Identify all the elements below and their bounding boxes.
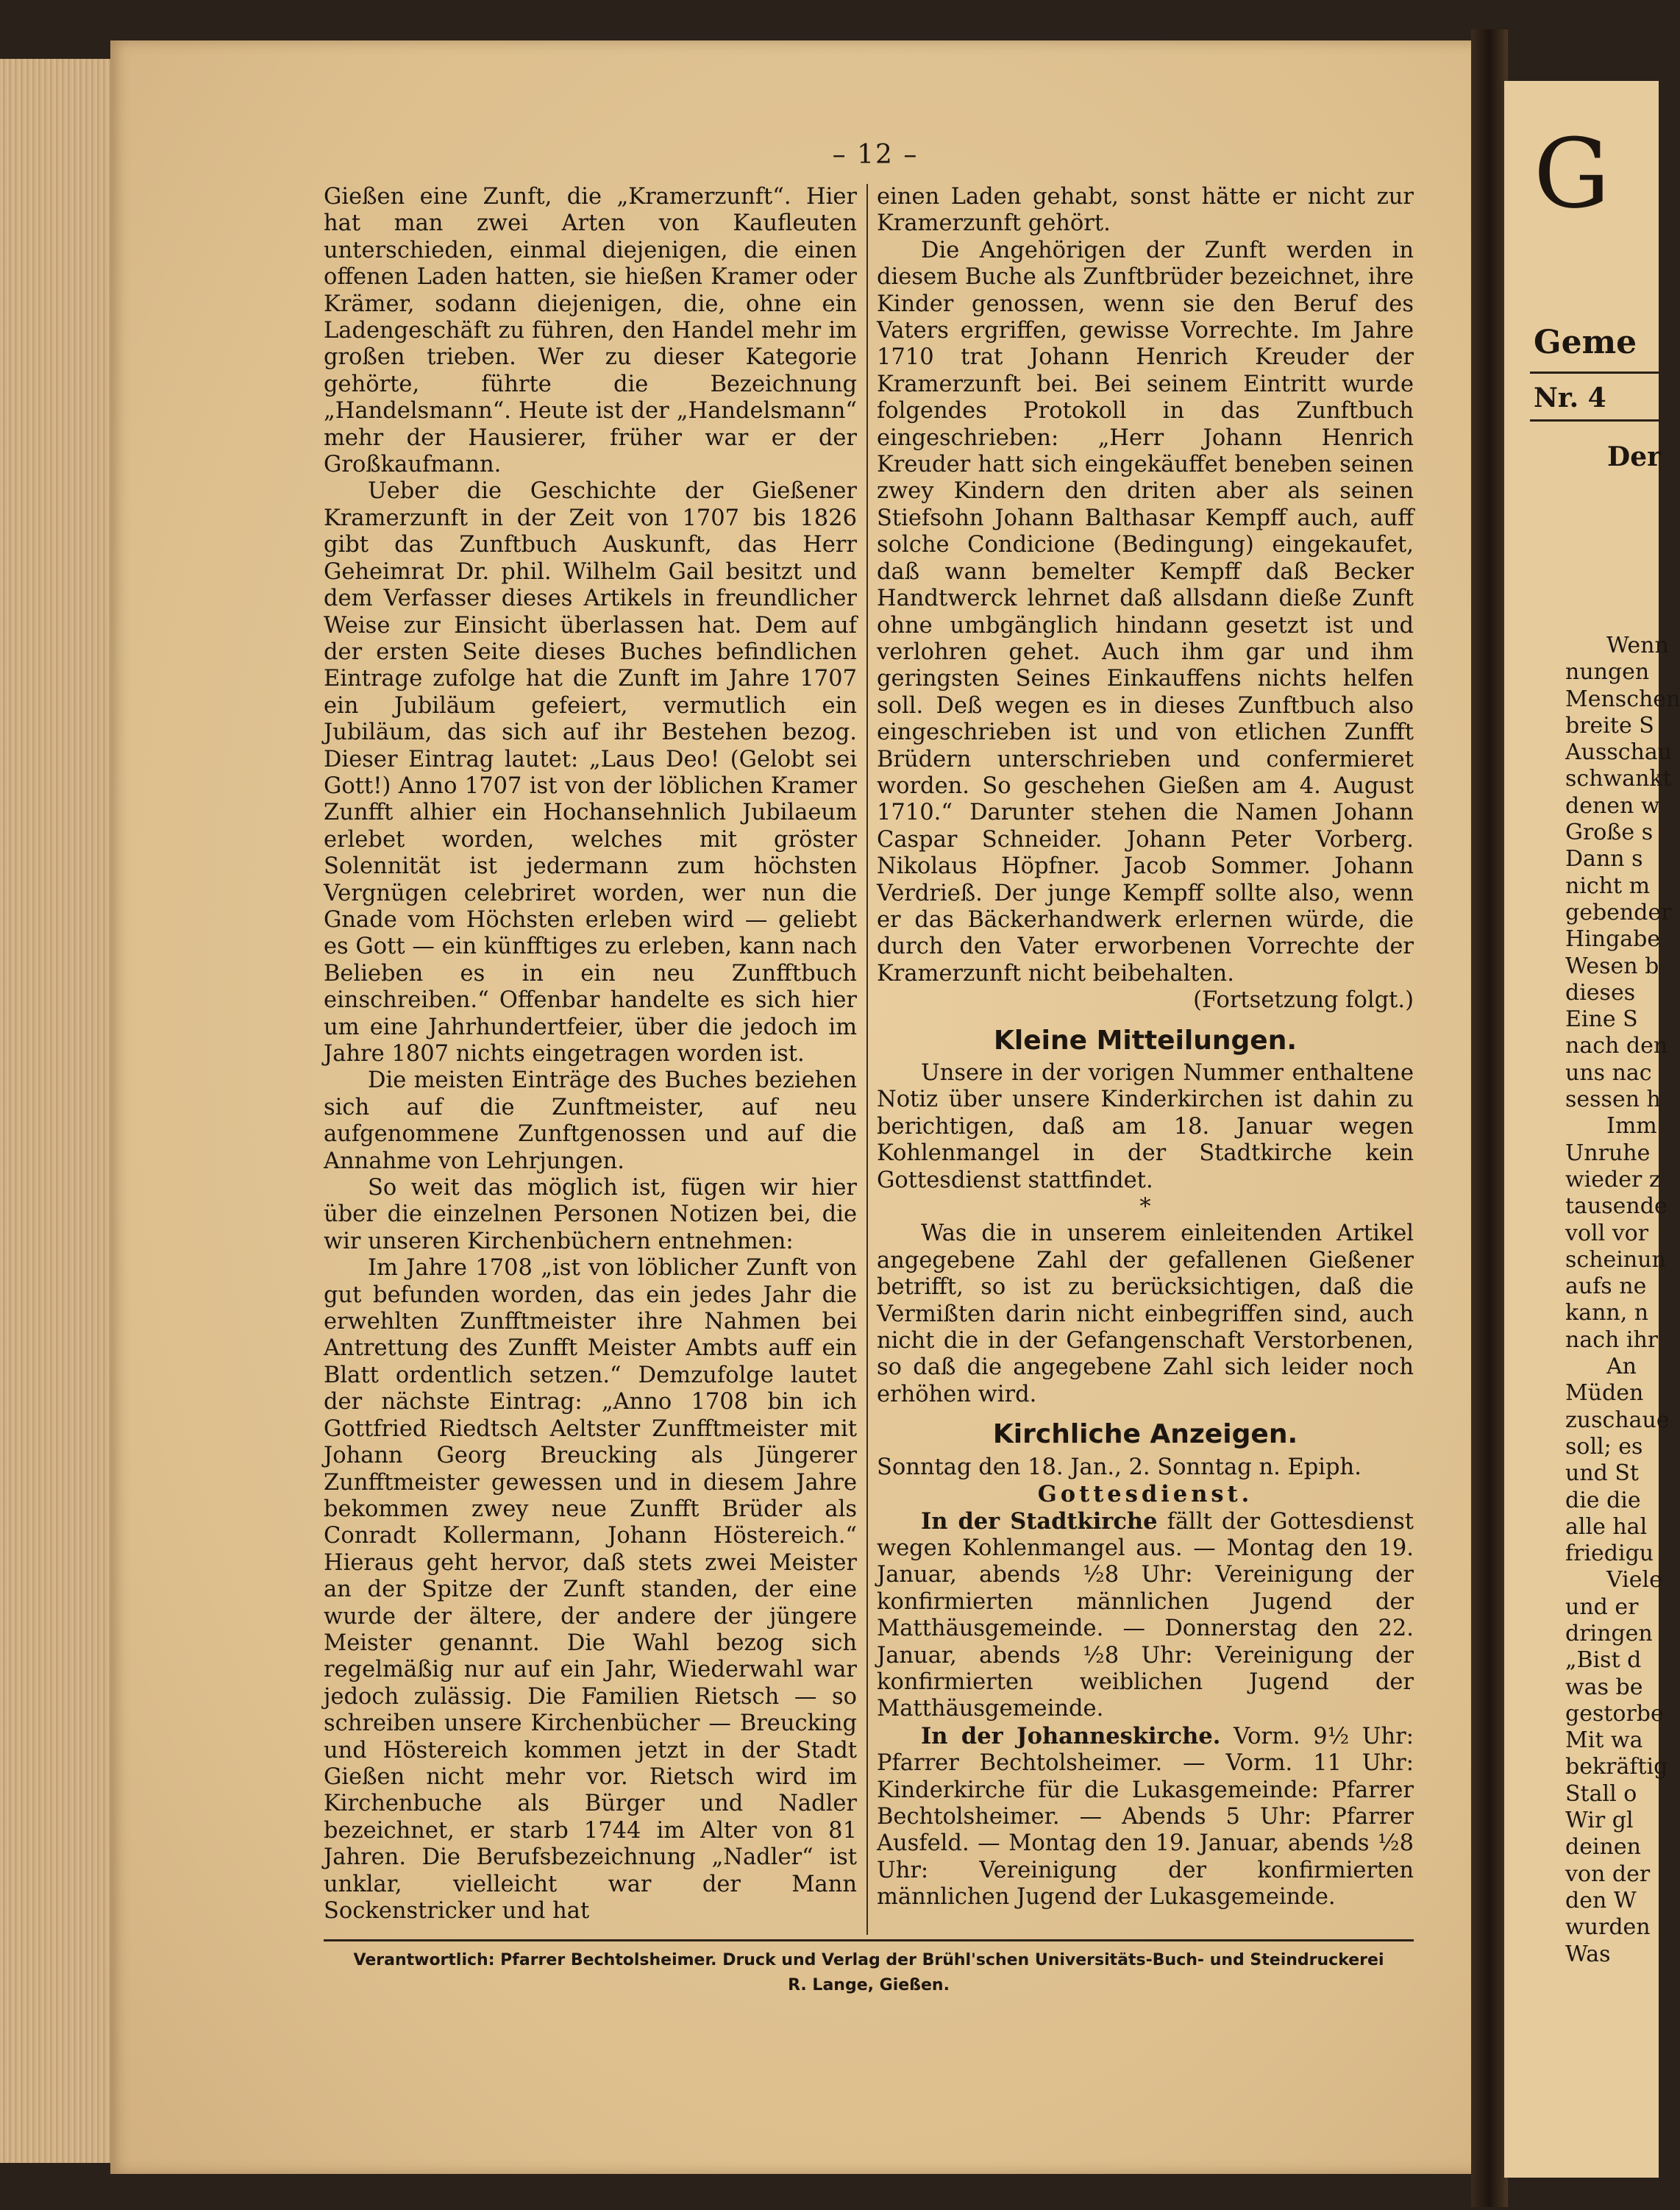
next-page-line: Wesen b [1565, 953, 1659, 979]
imprint-footer [324, 1948, 1414, 1998]
next-page-issue: Nr. 4 [1534, 383, 1606, 413]
next-page-line: Was [1565, 1941, 1611, 1967]
next-page-line: Müden [1565, 1380, 1644, 1407]
next-page-line: Imm [1606, 1113, 1657, 1140]
article-paragraph: Gießen eine Zunft, die „Kramerzunft“. Hier hat man zwei Arten von Kaufleuten unterschieden, einmal diejenigen, die einen offenen Laden hatten, sie hießen Kramer oder Krämer, sodann diejenigen, die, ohne ein Ladengeschäft zu führen, den Handel mehr im großen trieben. Wer zu dieser Kategorie gehörte, führte die Bezeichnung „Handelsmann“. Heute ist der „Handelsmann“ mehr der Hausierer, früher war er der Großkaufmann. [324, 184, 857, 478]
next-page-text [1565, 633, 1680, 1968]
next-page-line: Wenn [1606, 633, 1669, 658]
article-paragraph: So weit das möglich ist, fügen wir hier über die einzelnen Personen Notizen bei, die wir unseren Kirchenbüchern entnehmen: [324, 1175, 857, 1254]
book-page-edges [0, 59, 113, 2163]
article-paragraph: Im Jahre 1708 „ist von löblicher Zunft von gut befunden worden, das ein jedes Jahr die erwehlten Zunfftmeister ihre Nahmen bei Antrettung des Zunfft Meister Ambts auff ein Blatt ordentlich setzen.“ Demzufolge lautet der nächste Eintrag: „Anno 1708 bin ich Gottfried Riedtsch Aeltster Zunfftmeister mit Johann Georg Breucking als Jüngerer Zunfftmeister gewessen und in diesem Jahre bekommen zwey neue Zunfft Brüder als Conradt Kollermann, Johann Höstereich.“ Hieraus geht hervor, daß stets zwei Meister an der Spitze der Zunft standen, der eine wurde der ältere, der andere der jüngere Meister genannt. Die Wahl bezog sich regelmäßig nur auf ein Jahr, Wiederwahl war jedoch zulässig. Die Familien Rietsch — so schreiben unsere Kirchenbücher — Breucking und Höstereich kommen jetzt in der Stadt Gießen nicht mehr vor. Rietsch wird im Kirchenbuche als Bürger und Nadler bezeichnet, er starb 1744 im Alter von 81 Jahren. Die Berufsbezeichnung „Nadler“ ist unklar, vielleicht war der Mann Sockenstricker und hat [324, 1255, 857, 1924]
next-page-title: Der [1607, 441, 1662, 472]
next-page-line: Ausschau [1565, 739, 1673, 766]
next-page-line: dieses [1565, 979, 1636, 1006]
next-page-line: gestorbe [1565, 1700, 1664, 1727]
next-page-line: nicht m [1565, 873, 1651, 899]
next-page-line: sessen h [1565, 1087, 1661, 1113]
next-page-line: bekräftig [1565, 1754, 1668, 1780]
next-page-line: soll; es [1565, 1433, 1643, 1460]
next-page-line: und er [1565, 1593, 1639, 1620]
service-subheading: Gottesdienst. [1037, 1481, 1253, 1508]
separator-asterisk: * [1139, 1194, 1151, 1221]
next-page-line: scheinun [1565, 1246, 1666, 1273]
footer-rule [324, 1939, 1414, 1941]
next-page-line: Eine S [1565, 1006, 1638, 1033]
service-details: Vorm. 9½ Uhr: Pfarrer Bechtolsheimer. — Vorm. 11 Uhr: Kinderkirche für die Lukasgemeinde: Pfarrer Bechtolsheimer. — Abends 5 Uhr: Pfarrer Ausfeld. — Montag den 19. Januar, abends ½8 Uhr: Vereinigung der konfirmierten männlichen Jugend der Lukasgemeinde. [877, 1723, 1414, 1911]
next-page-line: Hingabe [1565, 926, 1661, 953]
page-number: – 12 – [832, 140, 919, 170]
article-continuation [877, 184, 1414, 987]
left-column [324, 184, 857, 1925]
next-page-line: nach den [1565, 1033, 1668, 1059]
right-column [877, 184, 1414, 1911]
next-page-line: und St [1565, 1460, 1639, 1487]
next-page-rule [1530, 419, 1662, 422]
next-page-line: voll vor [1565, 1220, 1649, 1246]
next-page-line: alle hal [1565, 1513, 1648, 1540]
next-page-line: schwankt [1565, 766, 1672, 792]
notice-paragraph: Was die in unserem einleitenden Artikel angegebene Zahl der gefallenen Gießener betrifft, so ist zu berücksichtigen, daß die Vermißten darin nicht einbegriffen sind, auch nicht die in der Gefangenschaft Verstorbenen, so daß die angegebene Zahl sich leider noch erhöhen wird. [877, 1221, 1414, 1407]
next-page-line: An [1606, 1354, 1637, 1380]
next-page-line: aufs ne [1565, 1273, 1647, 1300]
service-entries [877, 1508, 1414, 1911]
next-page-rule [1530, 372, 1662, 374]
next-page-line: Menschen [1565, 686, 1680, 712]
church-name: In der Johanneskirche. [921, 1722, 1221, 1749]
next-page-line: breite S [1565, 712, 1654, 739]
article-paragraph: Die meisten Einträge des Buches beziehen sich auf die Zunftmeister, auf neu aufgenommene Zunftgenossen und auf die Annahme von Lehrjungen. [324, 1067, 857, 1174]
article-paragraph: einen Laden gehabt, sonst hätte er nicht zur Kramerzunft gehört. [877, 184, 1414, 237]
next-page-line: Große s [1565, 820, 1654, 846]
next-page-line: deinen [1565, 1834, 1641, 1861]
next-page-line: „Bist d [1565, 1647, 1642, 1674]
church-name: In der Stadtkirche [921, 1507, 1158, 1535]
next-page-line: Wir gl [1565, 1808, 1634, 1834]
next-page-line: wurden [1565, 1914, 1651, 1941]
imprint-line-1: Verantwortlich: Pfarrer Bechtolsheimer. Druck und Verlag der Brühl'schen Universitäts-Buch- und Steindruckerei [353, 1951, 1384, 1969]
column-divider [866, 184, 868, 1935]
next-page-line: nungen [1565, 659, 1650, 686]
next-page-line: Stall o [1565, 1780, 1637, 1807]
next-page-line: tausende [1565, 1193, 1667, 1220]
continuation-note: (Fortsetzung folgt.) [1193, 987, 1414, 1014]
next-page-line: was be [1565, 1674, 1643, 1700]
next-page-masthead: G [1534, 118, 1610, 230]
next-page-line: nach ihr [1565, 1326, 1659, 1353]
article-paragraph: Die Angehörigen der Zunft werden in diesem Buche als Zunftbrüder bezeichnet, ihre Kinder genossen, wenn sie den Beruf des Vaters ergriffen, gewisse Vorrechte. Im Jahre 1710 trat Johann Henrich Kreuder der Kramerzunft bei. Bei seinem Eintritt wurde folgendes Protokoll in das Zunftbuch eingeschrieben: „Herr Johann Henrich Kreuder hatt sich eingekäuffet beneben seinen zwey Kindern den driten aber als seinen Stiefsohn Johann Balthasar Kempff auch, auff solche Condicione (Bedingung) eingekaufet, daß wann bemelter Kempff daß Becker Handtwerck lehrnet daß allsdann dieße Zunft ohne umbgänglich hindann gesetzt ist und verlohren gehet. Auch ihm gar und ihm geringsten Seines Einkauffens nichts helfen soll. Deß wegen es in dieses Zunftbuch also eingeschrieben ist und von etlichen Zunfft Brüdern unterschrieben und confermieret worden. So geschehen Gießen am 4. August 1710.“ Darunter stehen die Namen Johann Caspar Schneider. Johann Peter Vorberg. Nikolaus Höpfner. Jacob Sommer. Johann Verdrieß. Der junge Kempff sollte also, wenn er das Bäckerhandwerk erlernen würde, die durch den Vater erworbenen Vorrechte der Kramerzunft nicht beibehalten. [877, 237, 1414, 987]
service-details: fällt der Gottesdienst wegen Kohlenmangel aus. — Montag den 19. Januar, abends ½8 Uhr: Vereinigung der konfirmierten männlichen Jugend der Matthäusgemeinde. — Donnerstag den 22. Januar, abends ½8 Uhr: Vereinigung der konfirmierten weiblichen Jugend der Matthäusgemeinde. [877, 1508, 1414, 1722]
next-page-line: denen w [1565, 792, 1660, 819]
notice-paragraph: Unsere in der vorigen Nummer enthaltene Notiz über unsere Kinderkirchen ist dahin zu berichtigen, daß am 18. Januar wegen Kohlenmangel in der Stadtkirche kein Gottesdienst stattfindet. [877, 1060, 1414, 1193]
next-page-line: wieder z [1565, 1166, 1661, 1193]
next-page-line: Viele [1606, 1567, 1662, 1593]
service-entry [877, 1508, 1414, 1723]
next-page-line: die die [1565, 1487, 1641, 1513]
next-page-line: Dann s [1565, 846, 1643, 873]
next-page-line: Mit wa [1565, 1727, 1643, 1754]
imprint-line-2: R. Lange, Gießen. [788, 1976, 950, 1994]
next-page-line: von der [1565, 1861, 1651, 1887]
book-gutter [1471, 29, 1508, 2207]
next-page-line: den W [1565, 1887, 1637, 1914]
section-heading-kirchliche-anzeigen: Kirchliche Anzeigen. [992, 1419, 1298, 1450]
next-page-header: Geme [1534, 324, 1637, 361]
section-heading-kleine-mitteilungen: Kleine Mitteilungen. [994, 1025, 1297, 1056]
next-page-line: dringen [1565, 1620, 1653, 1646]
service-date: Sonntag den 18. Jan., 2. Sonntag n. Epiph. [877, 1454, 1362, 1480]
next-page-line: Unruhe [1565, 1140, 1651, 1166]
next-page-line: kann, n [1565, 1300, 1649, 1326]
service-entry [877, 1723, 1414, 1911]
next-page-line: gebender [1565, 899, 1672, 925]
next-page-line: uns nac [1565, 1059, 1652, 1086]
next-page-line: friedigu [1565, 1541, 1654, 1567]
next-page-line: zuschaue [1565, 1407, 1670, 1433]
article-paragraph: Ueber die Geschichte der Gießener Kramerzunft in der Zeit von 1707 bis 1826 gibt das Zunftbuch Auskunft, das Herr Geheimrat Dr. phil. Wilhelm Gail besitzt und dem Verfasser dieses Artikels in freundlicher Weise zur Einsicht überlassen hat. Dem auf der ersten Seite dieses Buches befindlichen Eintrage zufolge hat die Zunft im Jahre 1707 ein Jubiläum gefeiert, vermutlich ein Jubiläum, das sich auf ihr Bestehen bezog. Dieser Eintrag lautet: „Laus Deo! (Gelobt sei Gott!) Anno 1707 ist von der löblichen Kramer Zunfft alhier ein Hochansehnlich Jubilaeum erlebet worden, welches mit gröster Solennität ist jedermann zum höchsten Vergnügen celebriret worden, wer nun die Gnade vom Höchsten erleben wird — geliebt es Gott — ein künfftiges zu erleben, kann nach Belieben es in ein neu Zunfftbuch einschreiben.“ Offenbar handelte es sich hier um eine Jahrhundertfeier, über die jedoch im Jahre 1807 nichts eingetragen worden ist. [324, 478, 857, 1067]
